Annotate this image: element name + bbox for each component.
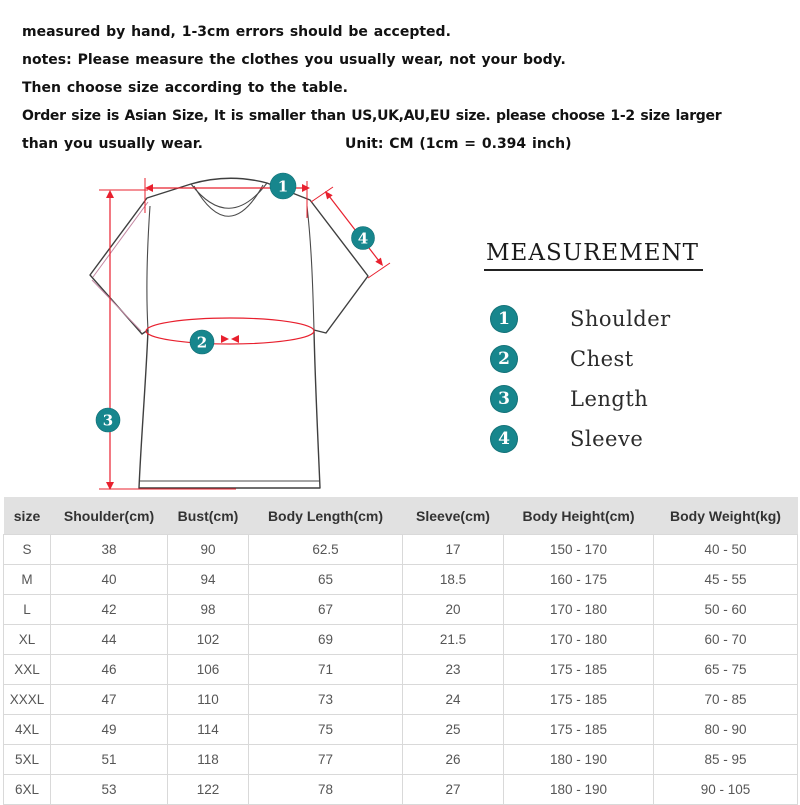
value-cell: 25 [403,715,504,745]
note-line: Order size is Asian Size, It is smaller than US,UK,AU,EU size. please choose 1-2 size larger [22,108,722,124]
value-cell: 49 [51,715,168,745]
value-cell: 38 [51,535,168,565]
size-cell: L [4,595,51,625]
value-cell: 69 [249,625,403,655]
legend-item-chest [490,339,671,379]
value-cell: 90 [168,535,249,565]
size-cell: S [4,535,51,565]
size-cell: XXXL [4,685,51,715]
table-row [4,625,798,655]
legend-label: Sleeve [570,427,644,451]
table-row [4,715,798,745]
value-cell: 102 [168,625,249,655]
value-cell: 85 - 95 [654,745,798,775]
arrowhead-down-right [375,258,383,266]
table-row [4,655,798,685]
size-cell: 4XL [4,715,51,745]
value-cell: 62.5 [249,535,403,565]
measurement-title: MEASUREMENT [484,240,703,271]
value-cell: 160 - 175 [504,565,654,595]
note-line: measured by hand, 1-3cm errors should be accepted. [22,24,451,40]
value-cell: 70 - 85 [654,685,798,715]
value-cell: 114 [168,715,249,745]
value-cell: 94 [168,565,249,595]
value-cell: 71 [249,655,403,685]
value-cell: 47 [51,685,168,715]
marker-number-1: 1 [277,177,289,196]
size-cell: XXL [4,655,51,685]
legend-label: Shoulder [570,307,671,331]
value-cell: 46 [51,655,168,685]
legend-number-icon: 4 [490,425,518,453]
arrowhead-up [106,190,114,198]
notes-block [22,18,798,158]
value-cell: 42 [51,595,168,625]
value-cell: 17 [403,535,504,565]
value-cell: 170 - 180 [504,595,654,625]
size-cell: M [4,565,51,595]
value-cell: 150 - 170 [504,535,654,565]
size-cell: XL [4,625,51,655]
note-line: notes: Please measure the clothes you usually wear, not your body. [22,52,566,68]
table-row [4,685,798,715]
value-cell: 27 [403,775,504,805]
column-header: Body Height(cm) [504,497,654,535]
legend-number-icon: 1 [490,305,518,333]
value-cell: 106 [168,655,249,685]
value-cell: 98 [168,595,249,625]
value-cell: 75 [249,715,403,745]
legend-item-sleeve [490,419,671,459]
value-cell: 51 [51,745,168,775]
value-cell: 24 [403,685,504,715]
value-cell: 21.5 [403,625,504,655]
value-cell: 50 - 60 [654,595,798,625]
value-cell: 67 [249,595,403,625]
value-cell: 175 - 185 [504,715,654,745]
unit-label: Unit: CM (1cm = 0.394 inch) [345,136,572,152]
arrowhead-left [145,184,153,192]
arrowhead-right [302,184,310,192]
value-cell: 18.5 [403,565,504,595]
value-cell: 26 [403,745,504,775]
column-header: Body Weight(kg) [654,497,798,535]
tshirt-measurement-diagram [70,160,415,505]
legend-item-length [490,379,671,419]
table-row [4,595,798,625]
column-header: Shoulder(cm) [51,497,168,535]
size-table-header-row [4,497,798,535]
value-cell: 122 [168,775,249,805]
note-line-text: than you usually wear. [22,136,203,152]
value-cell: 65 [249,565,403,595]
value-cell: 40 [51,565,168,595]
marker-number-2: 2 [196,333,208,352]
legend-number-icon: 3 [490,385,518,413]
value-cell: 23 [403,655,504,685]
column-header: Body Length(cm) [249,497,403,535]
value-cell: 44 [51,625,168,655]
value-cell: 77 [249,745,403,775]
value-cell: 20 [403,595,504,625]
marker-number-3: 3 [102,411,114,430]
sleeve-tick-bottom [368,263,390,278]
legend-number-icon: 2 [490,345,518,373]
table-row [4,535,798,565]
size-cell: 6XL [4,775,51,805]
note-line: Then choose size according to the table. [22,80,348,96]
value-cell: 73 [249,685,403,715]
size-table-body [4,535,798,805]
value-cell: 180 - 190 [504,745,654,775]
size-table-wrap [3,497,797,805]
table-row [4,565,798,595]
legend-label: Length [570,387,649,411]
value-cell: 53 [51,775,168,805]
table-row [4,745,798,775]
value-cell: 170 - 180 [504,625,654,655]
table-row [4,775,798,805]
value-cell: 45 - 55 [654,565,798,595]
measurement-legend [490,299,671,459]
column-header: Sleeve(cm) [403,497,504,535]
size-table [3,497,798,805]
size-cell: 5XL [4,745,51,775]
value-cell: 65 - 75 [654,655,798,685]
column-header: Bust(cm) [168,497,249,535]
marker-number-4: 4 [357,229,369,248]
value-cell: 90 - 105 [654,775,798,805]
note-line [22,130,798,158]
column-header: size [4,497,51,535]
value-cell: 80 - 90 [654,715,798,745]
legend-label: Chest [570,347,634,371]
value-cell: 110 [168,685,249,715]
value-cell: 60 - 70 [654,625,798,655]
value-cell: 180 - 190 [504,775,654,805]
legend-item-shoulder [490,299,671,339]
value-cell: 175 - 185 [504,685,654,715]
value-cell: 175 - 185 [504,655,654,685]
value-cell: 40 - 50 [654,535,798,565]
value-cell: 118 [168,745,249,775]
value-cell: 78 [249,775,403,805]
